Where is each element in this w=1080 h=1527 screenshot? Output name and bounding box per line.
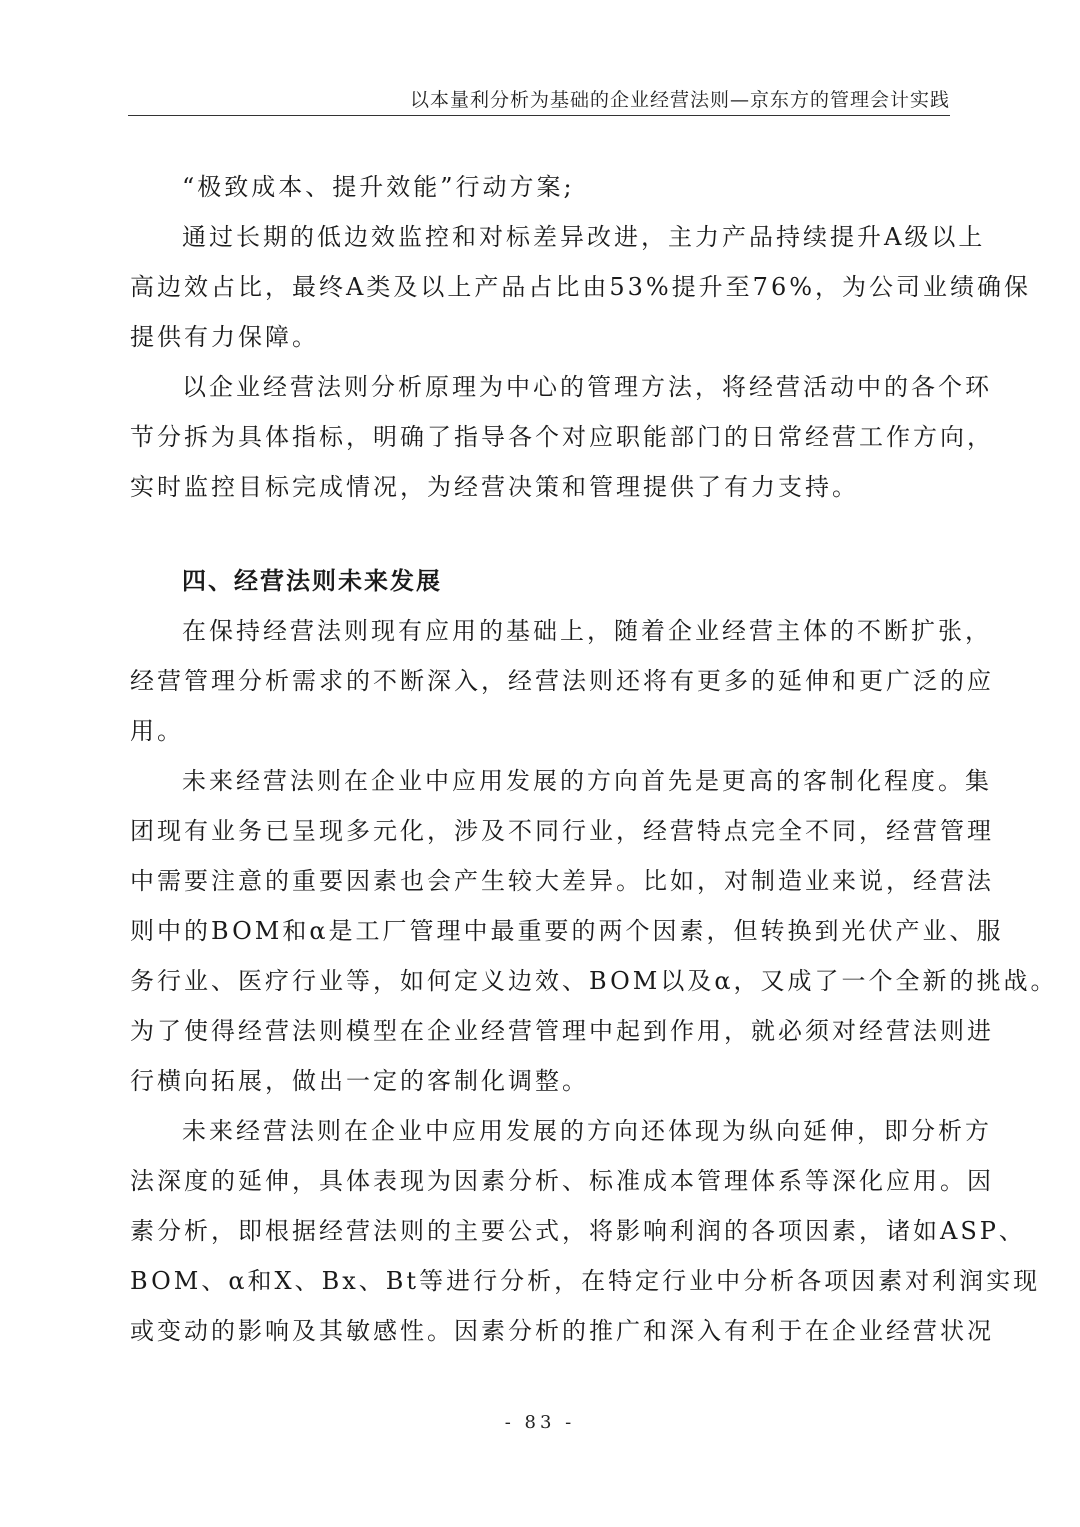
text-line: “极致成本、提升效能”行动方案;	[182, 173, 575, 201]
text-line: 或变动的影响及其敏感性。因素分析的推广和深入有利于在企业经营状况	[130, 1317, 994, 1345]
text-line: 以企业经营法则分析原理为中心的管理方法，将经营活动中的各个环	[182, 373, 992, 401]
section-spacer	[130, 512, 952, 556]
paragraph	[130, 162, 952, 212]
text-line: 未来经营法则在企业中应用发展的方向还体现为纵向延伸，即分析方	[182, 1117, 992, 1145]
paragraph	[130, 362, 994, 512]
text-line: 经营管理分析需求的不断深入，经营法则还将有更多的延伸和更广泛的应	[130, 667, 994, 695]
paragraph	[130, 756, 1058, 1106]
text-line: 用。	[130, 717, 184, 745]
text-line: 高边效占比，最终A类及以上产品占比由53%提升至76%，为公司业绩确保	[130, 273, 1032, 301]
text-line: 为了使得经营法则模型在企业经营管理中起到作用，就必须对经营法则进	[130, 1017, 994, 1045]
header-rule	[128, 115, 950, 116]
section-heading: 四、经营法则未来发展	[182, 567, 442, 595]
text-line: 节分拆为具体指标，明确了指导各个对应职能部门的日常经营工作方向，	[130, 423, 994, 451]
text-line: 在保持经营法则现有应用的基础上，随着企业经营主体的不断扩张，	[182, 617, 992, 645]
text-line: 团现有业务已呈现多元化，涉及不同行业，经营特点完全不同，经营管理	[130, 817, 994, 845]
document-body	[130, 162, 1058, 1356]
text-line: 未来经营法则在企业中应用发展的方向首先是更高的客制化程度。集	[182, 767, 992, 795]
text-line: 素分析，即根据经营法则的主要公式，将影响利润的各项因素，诸如ASP、	[130, 1217, 1026, 1245]
page-number: - 83 -	[504, 1412, 576, 1433]
text-line: 中需要注意的重要因素也会产生较大差异。比如，对制造业来说，经营法	[130, 867, 994, 895]
paragraph	[130, 212, 1032, 362]
text-line: 行横向拓展，做出一定的客制化调整。	[130, 1067, 589, 1095]
text-line: 提供有力保障。	[130, 323, 319, 351]
running-header: 以本量利分析为基础的企业经营法则—京东方的管理会计实践	[409, 89, 950, 111]
paragraph	[130, 1106, 1041, 1356]
text-line: BOM、α和X、Bx、Bt等进行分析，在特定行业中分析各项因素对利润实现	[130, 1267, 1041, 1295]
text-line: 通过长期的低边效监控和对标差异改进，主力产品持续提升A级以上	[182, 223, 986, 251]
paragraph	[130, 606, 994, 756]
text-line: 则中的BOM和α是工厂管理中最重要的两个因素，但转换到光伏产业、服	[130, 917, 1004, 945]
text-line: 务行业、医疗行业等，如何定义边效、BOM以及α，又成了一个全新的挑战。	[130, 967, 1058, 995]
text-line: 实时监控目标完成情况，为经营决策和管理提供了有力支持。	[130, 473, 859, 501]
text-line: 法深度的延伸，具体表现为因素分析、标准成本管理体系等深化应用。因	[130, 1167, 994, 1195]
